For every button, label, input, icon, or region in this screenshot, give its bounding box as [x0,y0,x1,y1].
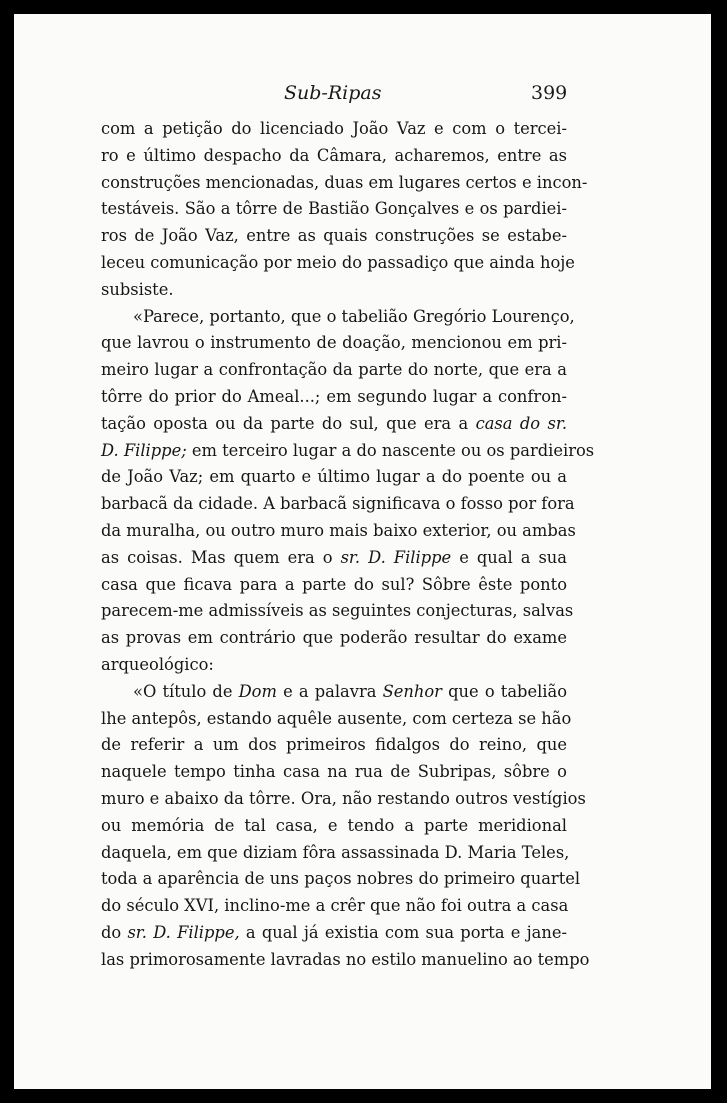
text-run: naquele tempo tinha casa na rua de Subripas, sôbre o [101,762,567,782]
text-run: toda a aparência de uns paços nobres do primeiro quartel [101,869,581,889]
text-run: e qual a sua [451,547,567,567]
italic-run: Senhor [382,681,442,701]
text-line [101,411,567,438]
text-run: parecem-me admissíveis as seguintes conjecturas, salvas [101,601,574,621]
body-text [101,116,595,974]
text-run: meiro lugar a confrontação da parte do norte, que era a [101,360,567,380]
text-line [101,438,595,465]
running-header [14,82,711,116]
italic-run: D. Filippe; [101,440,187,460]
text-line [101,786,586,813]
italic-run: Dom [238,681,277,701]
text-run: testáveis. São a tôrre de Bastião Gonçalves e os pardiei- [101,199,567,219]
text-line [101,625,567,652]
text-line [101,759,567,786]
text-line [101,947,590,974]
text-line [101,384,567,411]
text-line [101,732,567,759]
text-line [101,357,567,384]
text-run: tação oposta ou da parte do sul, que era a [101,413,476,433]
text-run: que o tabelião [441,681,567,701]
text-line [101,491,575,518]
text-run: casa que ficava para a parte do sul? Sôbre êste ponto [101,574,567,594]
text-run: com a petição do licenciado João Vaz e com o tercei- [101,119,567,138]
text-run: «O título de [133,681,239,701]
text-line [101,679,567,706]
text-run: las primorosamente lavradas no estilo manuelino ao tempo [101,949,590,969]
italic-run: sr. D. Filippe [340,547,452,567]
text-line [101,170,588,197]
text-run: lhe antepôs, estando aquêle ausente, com certeza se hão [101,708,572,728]
text-run: muro e abaixo da tôrre. Ora, não restando outros vestígios [101,788,586,808]
text-run: ro e último despacho da Câmara, acharemos, entre as [101,145,567,165]
text-run: subsiste. [101,279,174,299]
text-run: de referir a um dos primeiros fidalgos do reino, que [101,735,567,755]
text-line [101,330,567,357]
page-number: 399 [531,82,568,104]
text-run: arqueológico: [101,654,214,674]
text-run: «Parece, portanto, que o tabelião Gregório Lourenço, [133,306,575,326]
italic-run: casa do sr. [475,413,567,433]
text-line [101,464,567,491]
text-line [101,545,567,572]
text-run: e a palavra [276,681,383,701]
text-line [101,518,576,545]
text-run: do século XVI, inclino-me a crêr que não foi outra a casa [101,896,569,916]
text-run: da muralha, ou outro muro mais baixo exterior, ou ambas [101,520,576,540]
text-line [101,116,567,143]
text-run: as coisas. Mas quem era o [101,547,341,567]
text-line [101,866,581,893]
text-line [101,304,575,331]
text-run: que lavrou o instrumento de doação, mencionou em pri- [101,333,567,353]
text-line [101,706,572,733]
italic-run: sr. D. Filippe, [127,922,240,942]
text-line [101,840,570,867]
text-line [101,652,567,679]
text-line [101,920,567,947]
text-line [101,250,575,277]
book-page [14,14,711,1089]
text-line [101,572,567,599]
text-run: em terceiro lugar a do nascente ou os pardieiros [186,440,595,460]
text-line [101,893,567,920]
text-run: do [101,922,128,942]
text-line [101,223,567,250]
text-run: as provas em contrário que poderão resultar do exame [101,628,567,648]
running-title: Sub-Ripas [284,82,382,104]
text-line [101,143,567,170]
text-line [101,196,567,223]
text-run: leceu comunicação por meio do passadiço que ainda hoje [101,252,575,272]
text-run: ros de João Vaz, entre as quais construções se estabe- [101,226,567,246]
text-run: daquela, em que diziam fôra assassinada D. Maria Teles, [101,842,570,862]
text-line [101,813,567,840]
text-run: construções mencionadas, duas em lugares certos e incon- [101,172,588,192]
text-run: ou memória de tal casa, e tendo a parte meridional [101,815,567,835]
text-line [101,598,574,625]
text-run: de João Vaz; em quarto e último lugar a do poente ou a [101,467,567,487]
text-run: a qual já existia com sua porta e jane- [239,922,567,942]
text-run: tôrre do prior do Ameal...; em segundo lugar a confron- [101,386,567,406]
text-line [101,277,567,304]
text-run: barbacã da cidade. A barbacã significava o fosso por fora [101,494,575,514]
